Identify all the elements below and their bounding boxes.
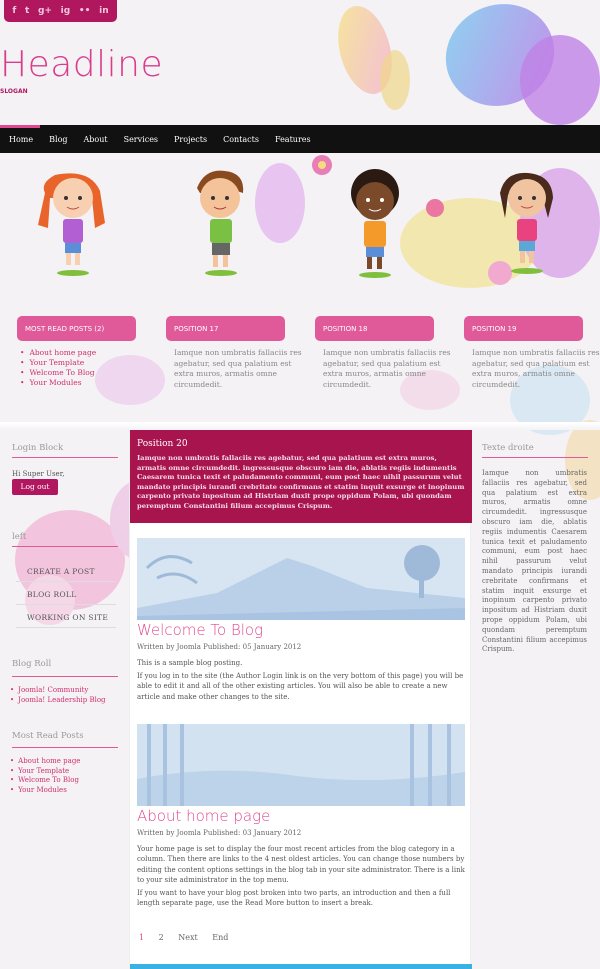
- article-paragraph: Your home page is set to display the four most recent articles from the blog category in a column. Then there are links to the 4 nest oldest articles. You can change those numbers by editing the content options settings in the blog tab in your site administrator. There is a link to your site administrator in the top menu.: [137, 845, 465, 884]
- position-19-header: POSITION 19: [464, 316, 583, 341]
- article-meta: Written by Joomla Published: 05 January 2012: [137, 643, 302, 651]
- site-title[interactable]: Headline: [0, 44, 164, 85]
- position-20-title: Position 20: [137, 439, 188, 449]
- most-read-list: [28, 348, 96, 388]
- divider: [12, 676, 118, 677]
- blog-roll-title: Blog Roll: [12, 659, 52, 669]
- article-paragraph: If you log in to the site (the Author Login link is on the very bottom of this page) you will be able to edit it and all of the other existing articles. You will also be able to create a new article and make other changes to the site.: [137, 672, 464, 701]
- kid-1: [38, 173, 105, 276]
- nav-features[interactable]: Features: [274, 134, 311, 144]
- main-nav: [0, 125, 600, 153]
- divider: [12, 457, 118, 458]
- article-title[interactable]: Welcome To Blog: [137, 621, 264, 639]
- article-paragraph: If you want to have your blog post broken into two parts, an introduction and then a full length separate page, use the Read More button to insert a break.: [137, 889, 451, 908]
- list-item[interactable]: • Your Modules: [28, 378, 96, 388]
- position-18-header: POSITION 18: [315, 316, 434, 341]
- position-17-header: POSITION 17: [166, 316, 285, 341]
- most-read-title: Most Read Posts: [12, 731, 84, 741]
- pagination: [139, 933, 240, 942]
- article-image-mountain: [137, 538, 465, 620]
- divider: [482, 457, 588, 458]
- section-divider: [0, 422, 600, 430]
- kid-2: [197, 171, 243, 276]
- list-item[interactable]: • About home page: [28, 348, 96, 358]
- position-18-text: Iamque non umbratis fallaciis res agebatur, sed qua palatium est extra muros, armatis omne circumdedit.: [323, 348, 451, 389]
- list-item[interactable]: • Joomla! Community: [17, 686, 106, 696]
- list-item[interactable]: • Joomla! Leadership Blog: [17, 696, 106, 706]
- next-page[interactable]: Next: [178, 933, 198, 942]
- position-20-box: [130, 430, 472, 523]
- divider: [12, 546, 118, 547]
- nav-about[interactable]: About: [83, 134, 108, 144]
- article-image-bamboo: [137, 724, 465, 806]
- google-plus-icon[interactable]: g+: [37, 6, 52, 16]
- right-text: Iamque non umbratis fallaciis res agebatur, sed qua palatium est extra muros, armatis omne circumdedit. ingressusque obscuro iam die, ablatis regiis indumentis Caesarem tunica texit et paludamento communi, eum post haec nihil passurum velut mandato principis iurandi crebritate confirmans et statim inquit exsurge et inopinum carpento privato inpositum ad Histriam duxit prope oppidum Polam, ubi quondam peremptum Constantini filium accepimus Crispum.: [482, 469, 587, 654]
- article-title[interactable]: About home page: [137, 807, 271, 825]
- list-item[interactable]: • Welcome To Blog: [17, 776, 80, 786]
- most-read-posts-header: MOST READ POSTS (2): [17, 316, 136, 341]
- page-1[interactable]: 1: [139, 933, 145, 942]
- menu-blog-roll[interactable]: BLOG ROLL: [16, 583, 116, 605]
- flickr-icon[interactable]: ••: [78, 6, 91, 16]
- list-item[interactable]: • About home page: [17, 757, 80, 767]
- left-title: left: [12, 532, 27, 542]
- greeting-text: Hi Super User,: [12, 470, 65, 478]
- right-title: Texte droite: [482, 443, 534, 453]
- facebook-icon[interactable]: f: [12, 6, 17, 16]
- position-17-text: Iamque non umbratis fallaciis res agebatur, sed qua palatium est extra muros, armatis omne circumdedit.: [174, 348, 302, 389]
- menu-working-on-site[interactable]: WORKING ON SITE: [16, 606, 116, 628]
- list-item[interactable]: • Your Template: [28, 358, 96, 368]
- twitter-icon[interactable]: t: [24, 6, 30, 16]
- active-indicator: [0, 125, 40, 128]
- nav-projects[interactable]: Projects: [174, 134, 208, 144]
- login-block-title: Login Block: [12, 443, 64, 453]
- instagram-icon[interactable]: ig: [60, 6, 71, 16]
- article-paragraph: This is a sample blog posting.: [137, 659, 243, 667]
- blog-roll-list: [17, 686, 106, 705]
- most-read-left-list: [17, 757, 80, 795]
- social-bar: [4, 0, 117, 22]
- nav-blog[interactable]: Blog: [49, 134, 68, 144]
- divider: [12, 747, 118, 748]
- nav-services[interactable]: Services: [123, 134, 159, 144]
- logout-button[interactable]: Log out: [12, 479, 58, 495]
- kid-3: [351, 169, 399, 278]
- page-2[interactable]: 2: [158, 933, 164, 942]
- menu-create-post[interactable]: CREATE A POST: [16, 560, 116, 582]
- position-19-text: Iamque non umbratis fallaciis res agebatur, sed qua palatium est extra muros, armatis omne circumdedit.: [472, 348, 600, 389]
- main-content: [129, 430, 471, 969]
- nav-contacts[interactable]: Contacts: [223, 134, 259, 144]
- linkedin-icon[interactable]: in: [99, 6, 109, 16]
- site-slogan: SLOGAN: [0, 88, 28, 95]
- list-item[interactable]: • Your Modules: [17, 786, 80, 796]
- nav-home[interactable]: Home: [9, 134, 34, 144]
- article-meta: Written by Joomla Published: 03 January 2012: [137, 829, 302, 837]
- kids-banner-illustration: [0, 153, 600, 303]
- list-item[interactable]: • Welcome To Blog: [28, 368, 96, 378]
- list-item[interactable]: • Your Template: [17, 767, 80, 777]
- position-20-text: Iamque non umbratis fallaciis res agebatur, sed qua palatium est extra muros, armatis omne circumdedit. ingressusque obscuro iam die, ablatis regiis indumentis Caesarem tunica texit et paludamento communi, eum post haec nihil passurum velut mandato principis iurandi crebritate confirmans et statim inquit exsurge et inopinum carpento privato inpositum ad Histriam duxit prope oppidum Polam, ubi quondam peremptum Constantini filium accepimus Crispum.: [137, 454, 465, 510]
- bottom-accent-bar: [130, 964, 472, 969]
- end-page[interactable]: End: [212, 933, 229, 942]
